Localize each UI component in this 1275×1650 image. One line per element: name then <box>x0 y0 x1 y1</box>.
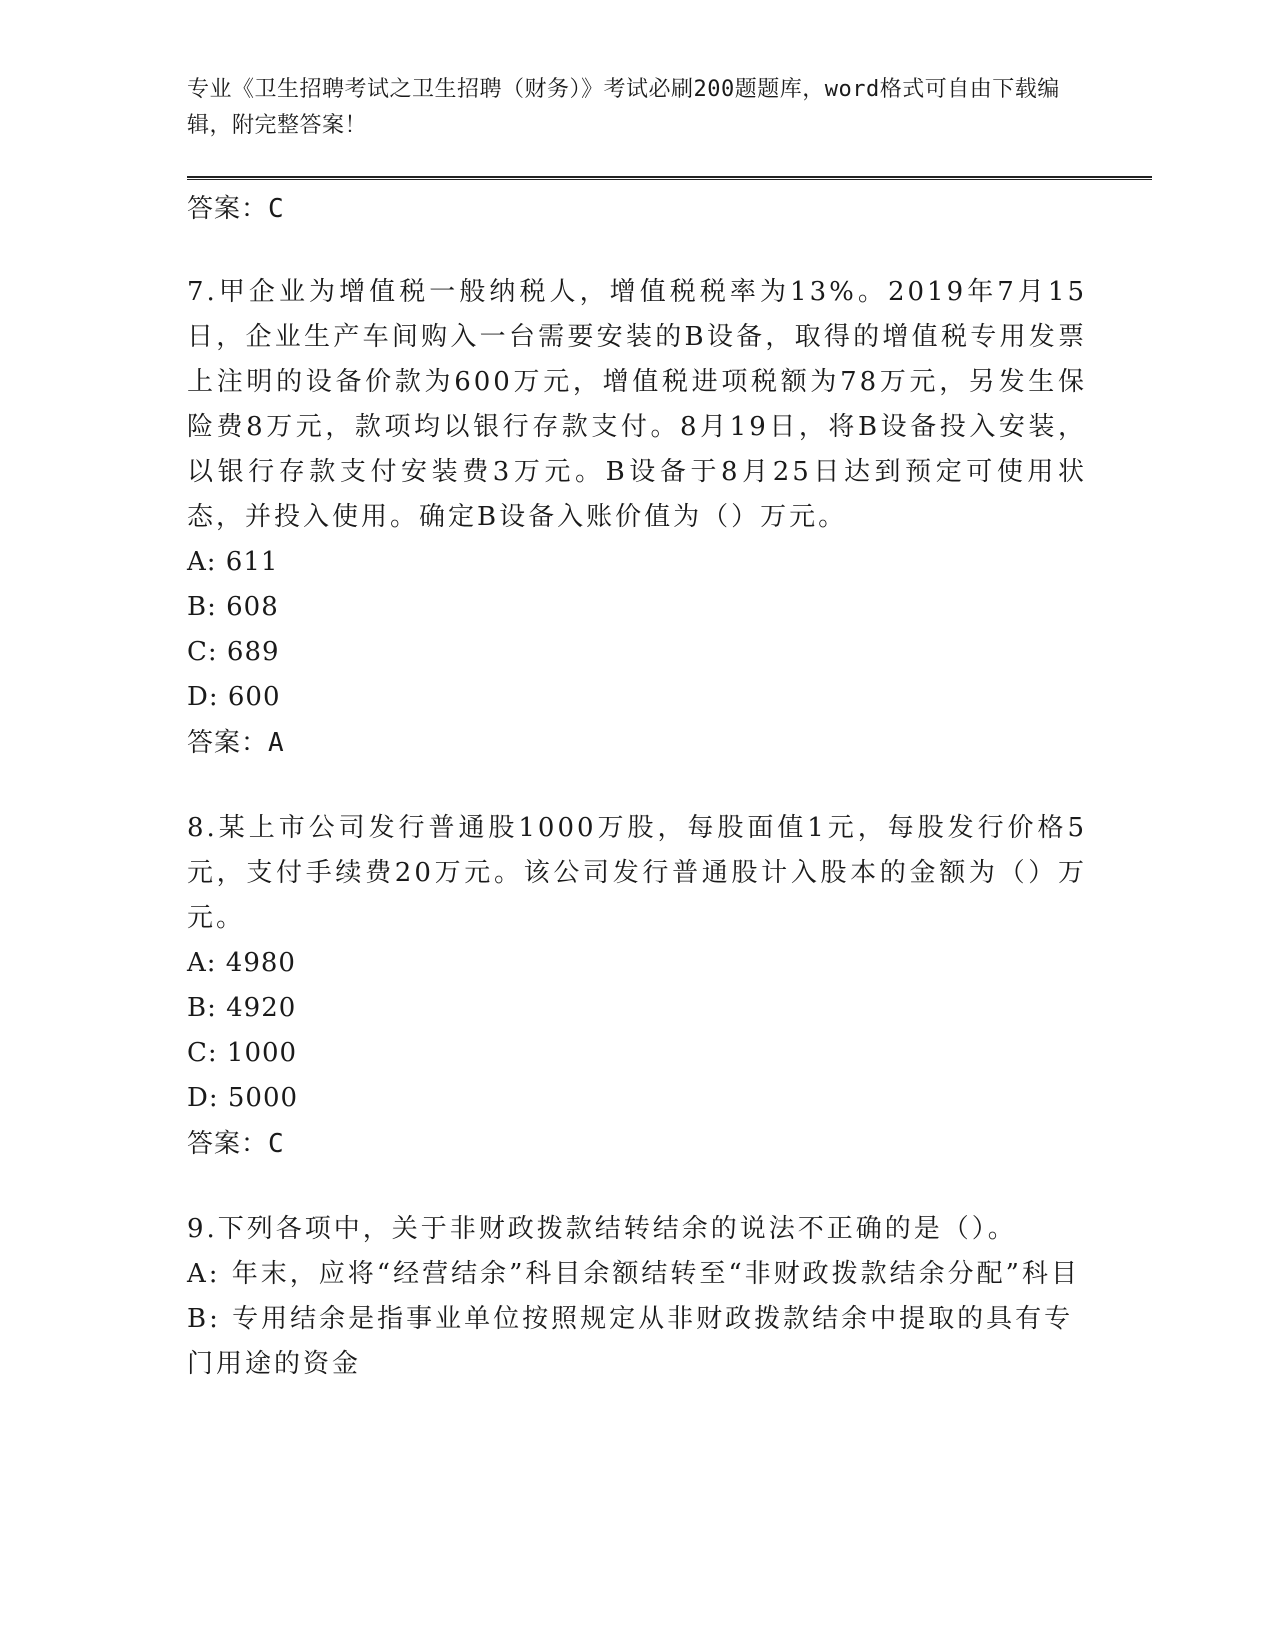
question-stem: 9.下列各项中，关于非财政拨款结转结余的说法不正确的是（）。 <box>187 1214 1017 1244</box>
question-stem: 7.甲企业为增值税一般纳税人，增值税税率为13%。2019年7月15日，企业生产车间购入一台需要安装的B设备，取得的增值税专用发票上注明的设备价款为600万元，增值税进项税额为78万元，另发生保险费8万元，款项均以银行存款支付。8月19日，将B设备投入安装，以银行存款支付安装费3万元。B设备于8月25日达到预定可使用状态，并投入使用。确定B设备入账价值为（）万元。 <box>187 277 1087 532</box>
question-9 <box>187 1207 1087 1387</box>
option-d: D: 5000 <box>187 1083 299 1113</box>
option-b: B: 608 <box>187 592 279 622</box>
answer-line: 答案：C <box>187 194 285 224</box>
option-a: A: 4980 <box>187 948 296 978</box>
option-b: B: 4920 <box>187 993 297 1023</box>
option-c: C: 1000 <box>187 1038 298 1068</box>
question-stem: 8.某上市公司发行普通股1000万股，每股面值1元，每股发行价格5元，支付手续费20万元。该公司发行普通股计入股本的金额为（）万元。 <box>187 813 1087 933</box>
option-a: A: 611 <box>187 547 279 577</box>
header-divider <box>187 176 1152 180</box>
option-c: C: 689 <box>187 637 280 667</box>
option-d: D: 600 <box>187 682 281 712</box>
answer-line: 答案：A <box>187 728 285 758</box>
option-b: B: 专用结余是指事业单位按照规定从非财政拨款结余中提取的具有专门用途的资金 <box>187 1304 1074 1379</box>
document-header: 专业《卫生招聘考试之卫生招聘（财务）》考试必刷200题题库，word格式可自由下载编辑，附完整答案！ <box>187 77 1060 138</box>
answer-line: 答案：C <box>187 1129 285 1159</box>
document-body <box>187 186 1087 1387</box>
question-8 <box>187 806 1087 1167</box>
option-a: A: 年末，应将“经营结余”科目余额结转至“非财政拨款结余分配”科目 <box>187 1259 1080 1289</box>
question-7 <box>187 270 1087 766</box>
